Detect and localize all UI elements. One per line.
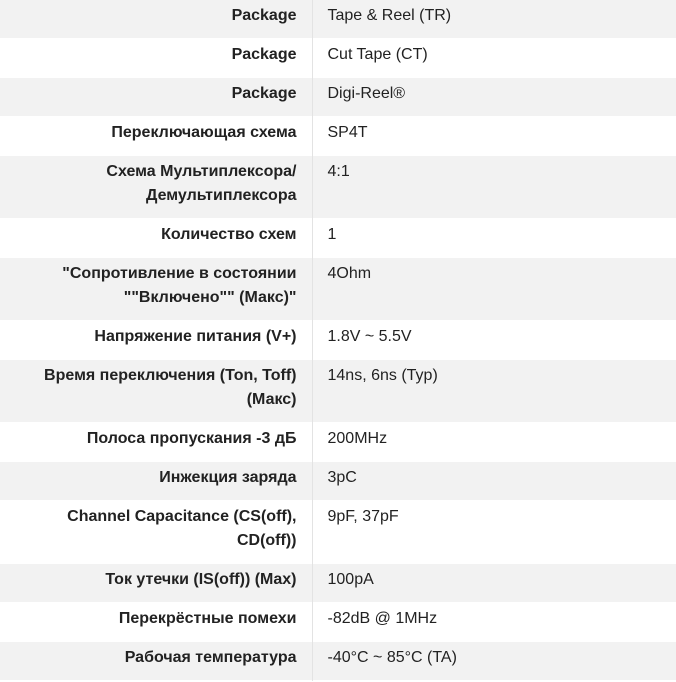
spec-value: 200MHz [327,430,388,447]
spec-value: 1.8V ~ 5.5V [327,328,412,345]
spec-value: 14ns, 6ns (Typ) [327,367,438,384]
spec-value: -40°C ~ 85°C (TA) [327,649,457,666]
spec-value: 4:1 [327,163,350,180]
table-row [0,642,676,681]
spec-label: Package [0,0,312,39]
spec-label: Количество схем [0,219,312,258]
table-row [0,219,676,258]
spec-label: Channel Capacitance (CS(off), CD(off)) [0,501,312,564]
table-row [0,360,676,423]
spec-value: 3pC [327,469,357,486]
spec-label: Инжекция заряда [0,462,312,501]
spec-value: -82dB @ 1MHz [327,610,438,627]
spec-value: Tape & Reel (TR) [327,7,452,24]
spec-value: 4Ohm [327,265,372,282]
spec-label: Время переключения (Ton, Toff) (Макс) [0,360,312,423]
spec-label: Перекрёстные помехи [0,603,312,642]
table-row [0,0,676,39]
spec-label: "Сопротивление в состоянии ""Включено"" (Макс)" [0,258,312,321]
spec-value: SP4T [327,124,368,141]
table-row [0,603,676,642]
spec-label: Напряжение питания (V+) [0,321,312,360]
table-row [0,258,676,321]
table-row [0,564,676,603]
spec-label: Package [0,78,312,117]
spec-value: Cut Tape (CT) [327,46,428,63]
table-row [0,39,676,78]
table-row [0,501,676,564]
spec-value: Digi-Reel® [327,85,406,102]
spec-value: 100pA [327,571,374,588]
spec-label: Полоса пропускания -3 дБ [0,423,312,462]
spec-label: Package [0,39,312,78]
table-row [0,156,676,219]
spec-value: 1 [327,226,337,243]
table-row [0,423,676,462]
table-row [0,78,676,117]
spec-label: Переключающая схема [0,117,312,156]
table-row [0,117,676,156]
spec-label: Рабочая температура [0,642,312,681]
spec-value: 9pF, 37pF [327,508,399,525]
spec-label: Ток утечки (IS(off)) (Max) [0,564,312,603]
table-row [0,321,676,360]
spec-label: Схема Мультиплексора/ Демультиплексора [0,156,312,219]
table-row [0,462,676,501]
